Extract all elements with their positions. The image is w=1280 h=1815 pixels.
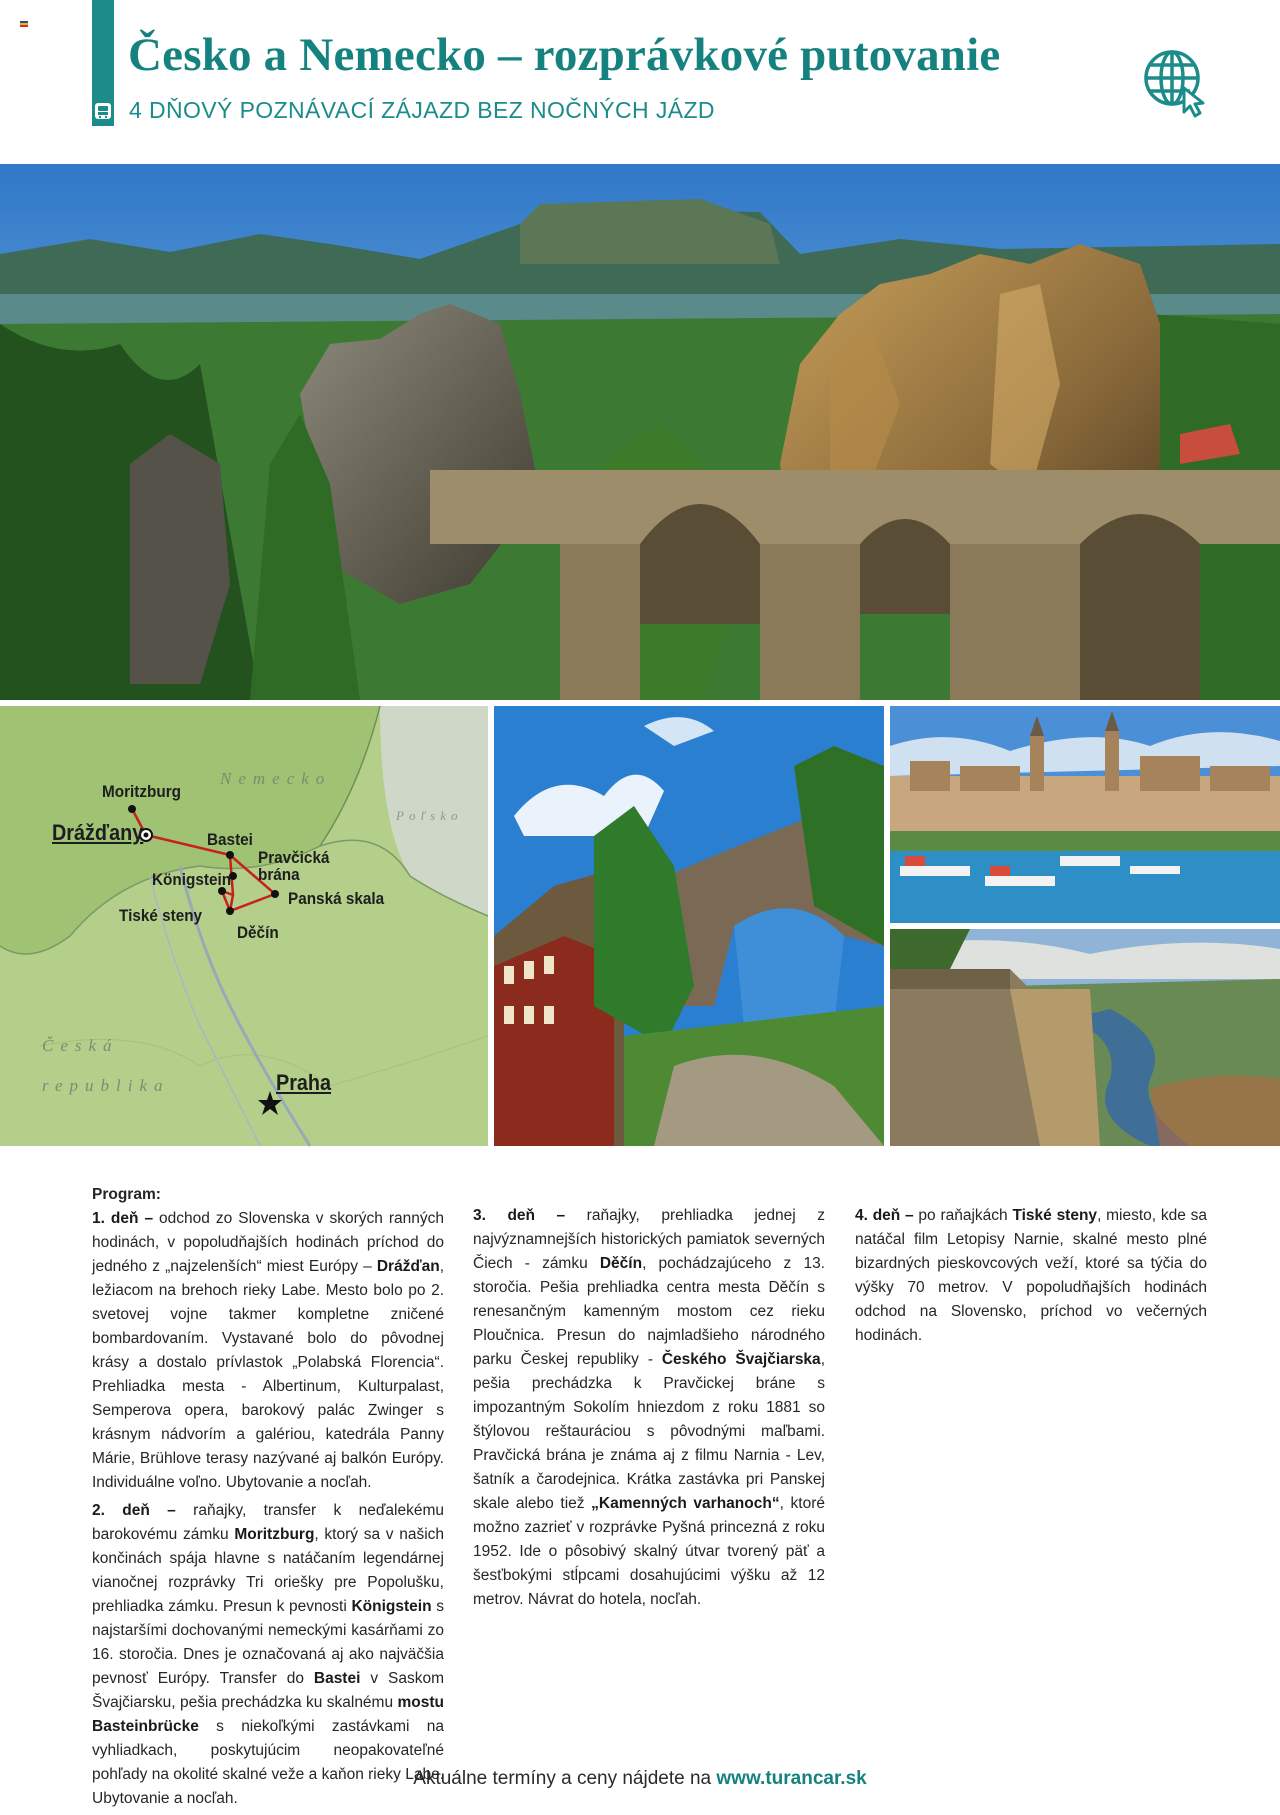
day-3-paragraph: [473, 1204, 825, 1612]
day-2-text: raňajky, transfer k neďalekému barokovému zámku: [92, 1502, 444, 1543]
day-2-bold: Moritzburg: [234, 1526, 315, 1543]
photo-konigstein-fortress: [890, 929, 1280, 1146]
day-3-bold: „Kamenných varhanoch“: [591, 1495, 780, 1512]
map-country-poland: Poľsko: [396, 808, 463, 823]
globe-cursor-icon[interactable]: [1140, 46, 1212, 118]
photo-dresden: [890, 706, 1280, 923]
map-label-panska-skala: Panská skala: [288, 889, 385, 908]
page-title: Česko a Nemecko – rozprávkové putovanie: [128, 29, 1001, 81]
map-label-konigstein: Königstein: [152, 870, 232, 889]
website-link[interactable]: www.turancar.sk: [716, 1768, 867, 1789]
map-label-pravcicka: Pravčická: [258, 848, 330, 867]
day-1-bold: Drážďan: [376, 1258, 440, 1275]
footer: [0, 1768, 1280, 1790]
program-heading: Program:: [92, 1186, 161, 1203]
map-label-bastei: Bastei: [207, 830, 253, 849]
program-column-3: [855, 1204, 1207, 1352]
day-2-label: 2. deň –: [92, 1502, 176, 1519]
map-label-brana: brána: [258, 865, 300, 884]
language-flag-icon: [20, 21, 28, 27]
day-2-text: , ktorý sa v našich končinách spája hlavne s natáčaním legendárnej vianočnej rozprávky Tri oriešky pre Popolušku, prehliadka zámku. Presun k pevnosti: [92, 1526, 445, 1615]
map-country-republic: republika: [42, 1076, 170, 1095]
day-3-text: , pochádzajúceho z 13. storočia. Pešia prehliadka centra mesta Děčín s renesančným kamenným mostom cez rieku Ploučnica. Presun do najmladšieho národného parku Českej republiky -: [473, 1255, 825, 1368]
day-3-text: , ktoré možno zazrieť v rozprávke Pyšná princezná z roku 1952. Ide o pôsobivý skalný útvar tvorený päť a šesťbokými stĺpcami dosahujúcimi výšku až 12 metrov. Návrat do hotela, nocľah.: [473, 1495, 825, 1608]
day-2-text: v Saskom Švajčiarsku, pešia prechádzka ku skalnému: [92, 1670, 444, 1711]
day-2-text: s niekoľkými zastávkami na vyhliadkach, poskytujúcim neopakovateľné pohľady na okolité skalné veže a kaňon rieky Labe. Ubytovanie a nocľah.: [92, 1718, 444, 1807]
map-label-drazdany: Drážďany: [52, 820, 144, 845]
map-label-moritzburg: Moritzburg: [102, 782, 182, 801]
photo-pravcicka-brana: [494, 706, 884, 1146]
bus-icon: [94, 102, 112, 120]
day-3-text: raňajky, prehliadka jednej z najvýznamnejších historických pamiatok severných Čiech - zámku: [473, 1207, 825, 1272]
day-2-bold: Königstein: [351, 1598, 432, 1615]
program-column-2: [473, 1204, 825, 1616]
footer-text: Aktuálne termíny a ceny nájdete na: [413, 1768, 717, 1789]
day-3-bold: Českého Švajčiarska: [661, 1351, 821, 1368]
day-2-text: s najstaršími dochovanými nemeckými kasárňami zo 16. storočia. Dnes je označovaná aj ako najväčšia pevnosť Európy. Transfer do: [92, 1598, 444, 1687]
day-1-text: odchod zo Slovenska v skorých ranných hodinách, v popoludňajších hodinách príchod do jedného z „najzelenších“ miest Európy –: [92, 1210, 445, 1275]
map-label-praha: Praha: [276, 1070, 332, 1095]
day-2-bold: Bastei: [313, 1670, 361, 1687]
day-3-text: , pešia prechádzka k Pravčickej bráne s impozantným Sokolím hniezdom z roku 1881 so štýlovou reštauráciou s pôvodnými maľbami. Pravčická brána je známa aj z filmu Narnia - Lev, šatník a čarodejnica. Krátka zastávka pri Panskej skale alebo tiež: [473, 1351, 825, 1512]
map-country-czech: Česká: [42, 1036, 119, 1055]
page-subtitle: 4 DŇOVÝ POZNÁVACÍ ZÁJAZD BEZ NOČNÝCH JÁZD: [129, 97, 715, 123]
hero-photo-bastei-bridge: [0, 164, 1280, 700]
day-4-label: 4. deň –: [855, 1207, 914, 1224]
day-4-bold: Tiské steny: [1012, 1207, 1098, 1224]
day-4-text: po raňajkách: [913, 1207, 1013, 1224]
day-4-paragraph: [855, 1204, 1207, 1348]
day-3-label: 3. deň –: [473, 1207, 566, 1224]
program-column-1: [92, 1183, 444, 1815]
map-label-tiske-steny: Tiské steny: [119, 906, 203, 925]
day-1-label: 1. deň –: [92, 1210, 154, 1227]
route-map: [0, 706, 488, 1146]
day-1-paragraph: [92, 1207, 444, 1495]
day-2-paragraph: [92, 1499, 444, 1811]
map-country-germany: Nemecko: [220, 769, 332, 788]
day-2-bold: mostu Basteinbrücke: [92, 1694, 444, 1735]
day-1-text: , ležiacom na brehoch rieky Labe. Mesto bolo po 2. svetovej vojne takmer kompletne zničené bombardovaním. Vystavané bolo do pôvodnej krásy a dostalo prívlastok „Polabská Florencia“. Prehliadka mesta - Albertinum, Kulturpalast, Semperova opera, barokový palác Zwinger s krásnym nádvorím a galériou, katedrála Panny Márie, Brühlove terasy nazývané aj balkón Európy. Individuálne voľno. Ubytovanie a nocľah.: [92, 1258, 444, 1491]
map-label-decin: Děčín: [237, 923, 279, 942]
day-3-bold: Děčín: [599, 1255, 643, 1272]
day-4-text: , miesto, kde sa natáčal film Letopisy Narnie, skalné mesto plné bizardných pieskovcových veží, ktoré sa týčia do výšky 70 metrov. V popoludňajších hodinách odchod na Slovensko, príchod vo večerných hodinách.: [855, 1207, 1208, 1344]
